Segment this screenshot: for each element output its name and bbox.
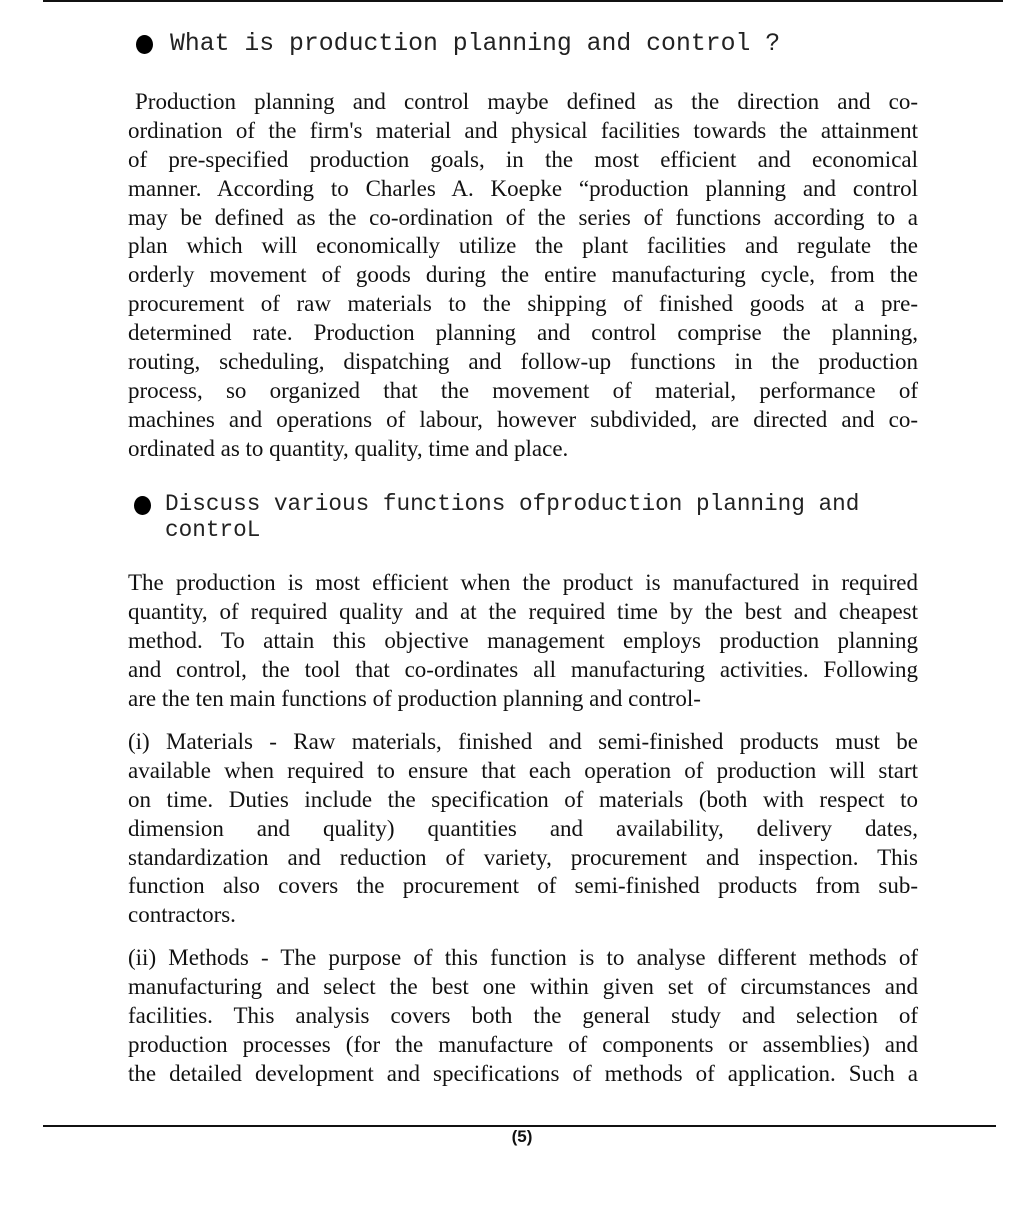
heading-line: Discuss various functions ofproduction planning and (165, 491, 860, 517)
text-line: plan which will economically utilize the plant facilities and regulate the (128, 233, 918, 259)
text-line: contractors. (128, 902, 236, 928)
text-line: the detailed development and specifications of methods of application. Such a (128, 1060, 918, 1086)
text-line: facilities. This analysis covers both the general study and selection of (128, 1002, 918, 1028)
text-line: process, so organized that the movement of material, performance of (128, 377, 918, 403)
text-line: (ii) Methods - The purpose of this function is to analyse different methods of (128, 945, 918, 970)
text-line: The production is most efficient when the product is manufactured in required (128, 570, 918, 595)
text-line: manner. According to Charles A. Koepke “production planning and control (128, 175, 918, 201)
text-line: quantity, of required quality and at the required time by the best and cheapest (128, 598, 918, 624)
paragraph-intro-functions (128, 569, 918, 713)
heading-line: What is production planning and control ? (170, 30, 781, 58)
text-line: (i) Materials - Raw materials, finished and semi-finished products must be (128, 729, 918, 754)
text-line: machines and operations of labour, however subdivided, are directed and co- (128, 406, 918, 432)
paragraph-definition (128, 88, 918, 464)
text-line: manufacturing and select the best one within given set of circumstances and (128, 973, 918, 999)
text-line: on time. Duties include the specification of materials (both with respect to (128, 786, 918, 812)
bullet-icon (134, 496, 151, 515)
text-line: may be defined as the co-ordination of the series of functions according to a (128, 204, 918, 230)
text-line: and control, the tool that co-ordinates all manufacturing activities. Following (128, 656, 918, 682)
text-line: ordinated as to quantity, quality, time and place. (128, 435, 569, 461)
heading-what-is-ppc (170, 29, 780, 59)
page-number: (5) (511, 1127, 533, 1146)
text-line: of pre-specified production goals, in the most efficient and economical (128, 146, 918, 172)
text-line: determined rate. Production planning and control comprise the planning, (128, 320, 918, 346)
text-line: standardization and reduction of variety, procurement and inspection. This (128, 844, 918, 870)
text-line: orderly movement of goods during the entire manufacturing cycle, from the (128, 262, 918, 288)
text-line: ordination of the firm's material and physical facilities towards the attainment (128, 117, 918, 143)
bullet-icon (136, 35, 153, 54)
text-line: production processes (for the manufacture of components or assemblies) and (128, 1031, 918, 1057)
text-line: Production planning and control maybe defined as the direction and co- (135, 89, 918, 114)
text-line: available when required to ensure that each operation of production will start (128, 757, 918, 783)
text-line: function also covers the procurement of semi-finished products from sub- (128, 873, 918, 899)
text-line: are the ten main functions of production planning and control- (128, 685, 701, 711)
text-line: dimension and quality) quantities and availability, delivery dates, (128, 815, 918, 841)
text-line: procurement of raw materials to the shipping of finished goods at a pre- (128, 291, 918, 317)
text-line: method. To attain this objective management employs production planning (128, 627, 918, 653)
paragraph-materials (128, 728, 918, 930)
text-line: routing, scheduling, dispatching and follow-up functions in the production (128, 349, 918, 375)
heading-line: controL (165, 517, 261, 543)
paragraph-methods (128, 944, 918, 1088)
top-rule (43, 0, 1003, 2)
heading-functions-of-ppc (165, 491, 859, 543)
